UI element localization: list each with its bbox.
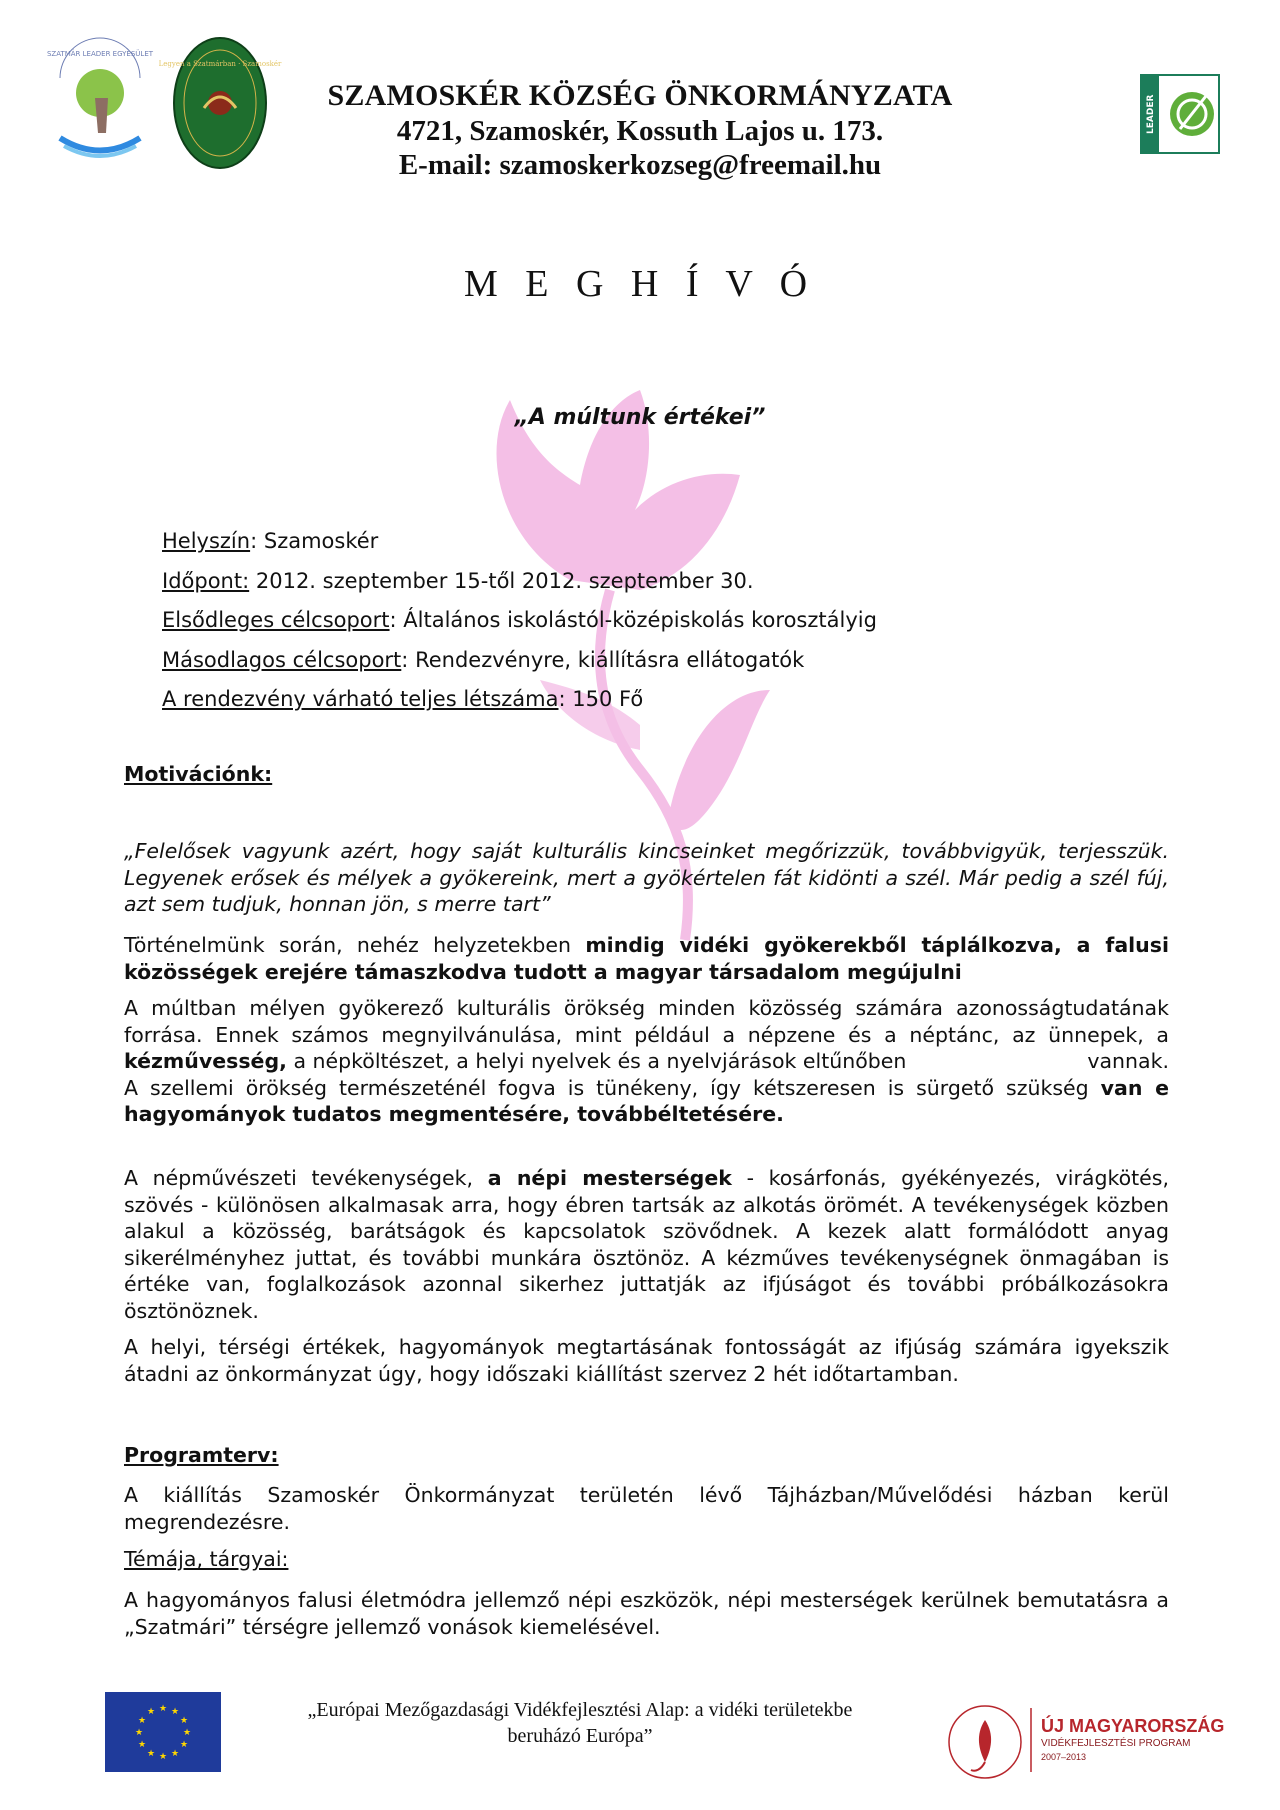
detail-location: Helyszín: Szamoskér — [162, 529, 379, 553]
svg-text:VIDÉKFEJLESZTÉSI PROGRAM: VIDÉKFEJLESZTÉSI PROGRAM — [1041, 1738, 1191, 1749]
organization-header — [310, 78, 970, 182]
motivation-paragraph-1: Történelmünk során, nehéz helyzetekben mindig vidéki gyökerekből táplálkozva, a falusi közösségek erejére támaszkodva tudott a magyar társadalom megújulni — [124, 933, 1170, 984]
svg-text:★: ★ — [170, 1707, 180, 1717]
detail-secondary-target: Másodlagos célcsoport: Rendezvényre, kiállításra ellátogatók — [162, 647, 805, 672]
svg-text:LEADER: LEADER — [1146, 94, 1156, 134]
svg-text:★: ★ — [170, 1749, 180, 1759]
motivation-heading: Motivációnk: — [124, 762, 273, 786]
event-details — [162, 522, 877, 720]
detail-primary-target: Elsődleges célcsoport: Általános iskolástól-középiskolás korosztályig — [162, 608, 877, 632]
motivation-quote: „Felelősek vagyunk azért, hogy saját kulturális kincseinket megőrizzük, továbbvigyük, terjesszük. Legyenek erősek és mélyek a gyökereink, mert a gyökértelen fát kidönti a szél. Már pedig a szél fúj, azt sem tudjuk, honnan jön, s merre tart” — [124, 839, 1169, 916]
detail-date: Időpont: 2012. szeptember 15-től 2012. szeptember 30. — [162, 568, 754, 593]
org-name: SZAMOSKÉR KÖZSÉG ÖNKORMÁNYZATA — [327, 79, 953, 112]
svg-text:★: ★ — [179, 1716, 189, 1726]
tree-logo-text: SZATMÁR LEADER EGYESÜLET — [46, 50, 154, 58]
svg-text:Legyen a Szatmárban · Szamoské: Legyen a Szatmárban · Szamoskér — [158, 60, 282, 68]
program-subheading: Témája, tárgyai: — [124, 1547, 289, 1571]
svg-text:ÚJ MAGYARORSZÁG: ÚJ MAGYARORSZÁG — [1041, 1716, 1225, 1736]
motivation-paragraph-3: A népművészeti tevékenységek, a népi mesterségek - kosárfonás, gyékényezés, virágkötés, szövés - különösen alkalmasak arra, hogy ébren tartsák az alkotás örömét. A tevékenységek közben alakul a közösség, barátságok és kapcsolatok szövődnek. A kezek alatt formálódott anyag sikerélményhez juttat, és további munkára ösztönöz. A kézműves tevékenységnek önmagában is értéke van, foglalkozások azonnal sikerhez juttatják az ifjúságot és további próbálkozásokra ösztönöznek. — [124, 1166, 1169, 1323]
svg-text:★: ★ — [146, 1749, 156, 1759]
svg-text:★: ★ — [158, 1752, 168, 1762]
motivation-paragraph-2: A múltban mélyen gyökerező kulturális örökség minden közösség számára azonosságtudatának forrása. Ennek számos megnyilvánulása, mint például a népzene és a néptánc, az ünnepek, a kézművesség, a népköltészet, a helyi nyelvek és a nyelvjárások eltűnőben vannak. A szellemi örökség természeténél fogva is tünékeny, így kétszeresen is sürgető szükség van e hagyományok tudatos megmentésére, továbbéltetésére. — [124, 996, 1169, 1126]
szamosker-crest-logo — [158, 36, 282, 170]
svg-text:★: ★ — [134, 1728, 144, 1738]
svg-text:★: ★ — [146, 1707, 156, 1717]
tree-logo — [46, 38, 154, 158]
footer-eu-caption: „Európai Mezőgazdasági Vidékfejlesztési Alap: a vidéki területekbe beruházó Európa” — [307, 1699, 853, 1747]
program-topics-paragraph: A hagyományos falusi életmódra jellemző népi eszközök, népi mesterségek kerülnek bemutatásra a „Szatmári” térségre jellemző vonások kiemelésével. — [124, 1588, 1169, 1639]
program-heading: Programterv: — [124, 1443, 279, 1467]
motivation-paragraph-4: A helyi, térségi értékek, hagyományok megtartásának fontosságát az ifjúság számára igyekszik átadni az önkormányzat úgy, hogy időszaki kiállítást szervez 2 hét időtartamban. — [124, 1335, 1169, 1386]
invitation-title: M E G H Í V Ó — [463, 263, 817, 305]
program-paragraph: A kiállítás Szamoskér Önkormányzat területén lévő Tájházban/Művelődési házban kerül megrendezésre. — [124, 1483, 1169, 1534]
org-address: 4721, Szamoskér, Kossuth Lajos u. 173. — [396, 115, 884, 147]
uj-magyarorszag-logo — [945, 1700, 1225, 1780]
org-email: E-mail: szamoskerkozseg@freemail.hu — [398, 149, 882, 181]
svg-text:★: ★ — [137, 1740, 147, 1750]
event-subtitle: „A múltunk értékei” — [514, 405, 766, 430]
svg-text:★: ★ — [158, 1704, 168, 1714]
svg-text:★: ★ — [179, 1740, 189, 1750]
detail-attendance: A rendezvény várható teljes létszáma: 150 Fő — [162, 687, 644, 711]
svg-text:2007–2013: 2007–2013 — [1041, 1752, 1087, 1762]
leader-logo — [1140, 74, 1220, 154]
svg-text:★: ★ — [137, 1716, 147, 1726]
eu-flag-logo — [105, 1692, 221, 1772]
svg-text:★: ★ — [182, 1728, 192, 1738]
